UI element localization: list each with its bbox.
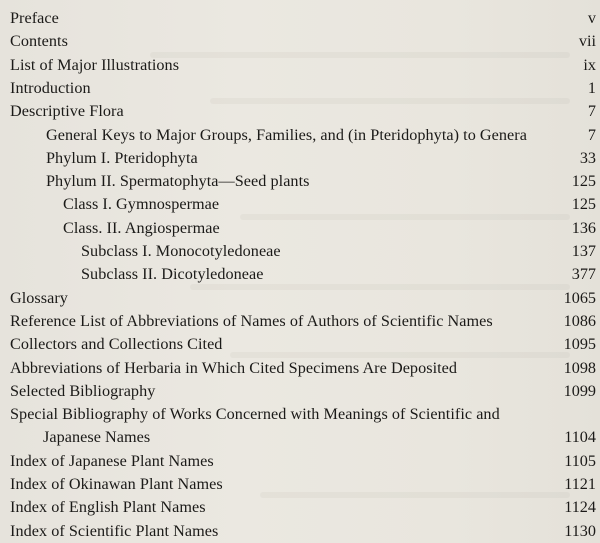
toc-entry-title: Japanese Names — [43, 428, 151, 447]
toc-entry-title: Introduction — [10, 78, 91, 97]
toc-entry-title: Phylum II. Spermatophyta—Seed plants — [46, 172, 310, 191]
toc-entry-page-number: 7 — [587, 125, 596, 144]
toc-entry-page-number: 1130 — [564, 521, 596, 540]
toc-entry-title: Subclass II. Dicotyledoneae — [81, 265, 264, 284]
bleed-through-texture — [210, 98, 570, 104]
toc-entry-title: Glossary — [10, 288, 68, 307]
toc-entry-title: Index of Okinawan Plant Names — [10, 475, 223, 493]
toc-entry-title: Reference List of Abbreviations of Names of Authors of Scientific Names — [10, 311, 493, 330]
toc-entry-page-number: 1098 — [563, 358, 596, 377]
toc-entry-page-number: 377 — [571, 265, 596, 284]
toc-entry-title: Collectors and Collections Cited — [10, 335, 223, 354]
toc-entry-page-number: 1121 — [564, 475, 596, 493]
toc-entry-page-number: 1065 — [563, 288, 596, 307]
toc-entry-page-number: 1095 — [563, 335, 596, 354]
toc-entry-title: Class. II. Angiospermae — [63, 218, 220, 237]
bleed-through-texture — [260, 492, 570, 498]
toc-entry-page-number: 125 — [571, 172, 596, 191]
toc-entry-page-number: 1099 — [563, 381, 596, 400]
toc-entry-title: Subclass I. Monocotyledoneae — [81, 242, 281, 260]
toc-entry-title: Special Bibliography of Works Concerned with Meanings of Scientific and — [10, 405, 500, 424]
toc-entry-title: Abbreviations of Herbaria in Which Cited Specimens Are Deposited — [10, 358, 458, 377]
bleed-through-texture — [150, 52, 570, 58]
toc-entry-page-number: vii — [578, 32, 596, 51]
toc-entry-title: Index of Japanese Plant Names — [10, 451, 214, 470]
toc-entry-title: Selected Bibliography — [10, 381, 156, 400]
toc-entry-page-number: 125 — [571, 195, 596, 214]
toc-entry-title: Descriptive Flora — [10, 102, 124, 121]
toc-entry-title: Class I. Gymnospermae — [63, 195, 220, 214]
toc-entry-page-number: 7 — [587, 102, 596, 121]
toc-entry-page-number: ix — [583, 55, 596, 74]
toc-entry-title: Index of English Plant Names — [10, 498, 206, 517]
toc-entry-page-number: 1104 — [564, 428, 596, 447]
toc-entry-title: General Keys to Major Groups, Families, and (in Pteridophyta) to Genera — [46, 125, 527, 144]
toc-entry-page-number: 137 — [571, 242, 596, 260]
toc-entry-title: Contents — [10, 32, 68, 51]
toc-entry-page-number: 33 — [579, 148, 596, 167]
toc-entry-page-number: 1086 — [563, 311, 596, 330]
bleed-through-texture — [240, 214, 570, 220]
toc-entry-page-number: 1105 — [564, 451, 596, 470]
toc-entry-title: List of Major Illustrations — [10, 55, 180, 74]
toc-entry-page-number: 136 — [571, 218, 596, 237]
toc-entry-page-number: 1124 — [564, 498, 596, 517]
toc-entry-title: Index of Scientific Plant Names — [10, 521, 219, 540]
toc-entry-title: Preface — [10, 9, 59, 27]
toc-entry-page-number: v — [587, 9, 596, 27]
toc-entry-title: Phylum I. Pteridophyta — [46, 148, 198, 167]
toc-entry-page-number: 1 — [587, 78, 596, 97]
bleed-through-texture — [190, 284, 570, 290]
